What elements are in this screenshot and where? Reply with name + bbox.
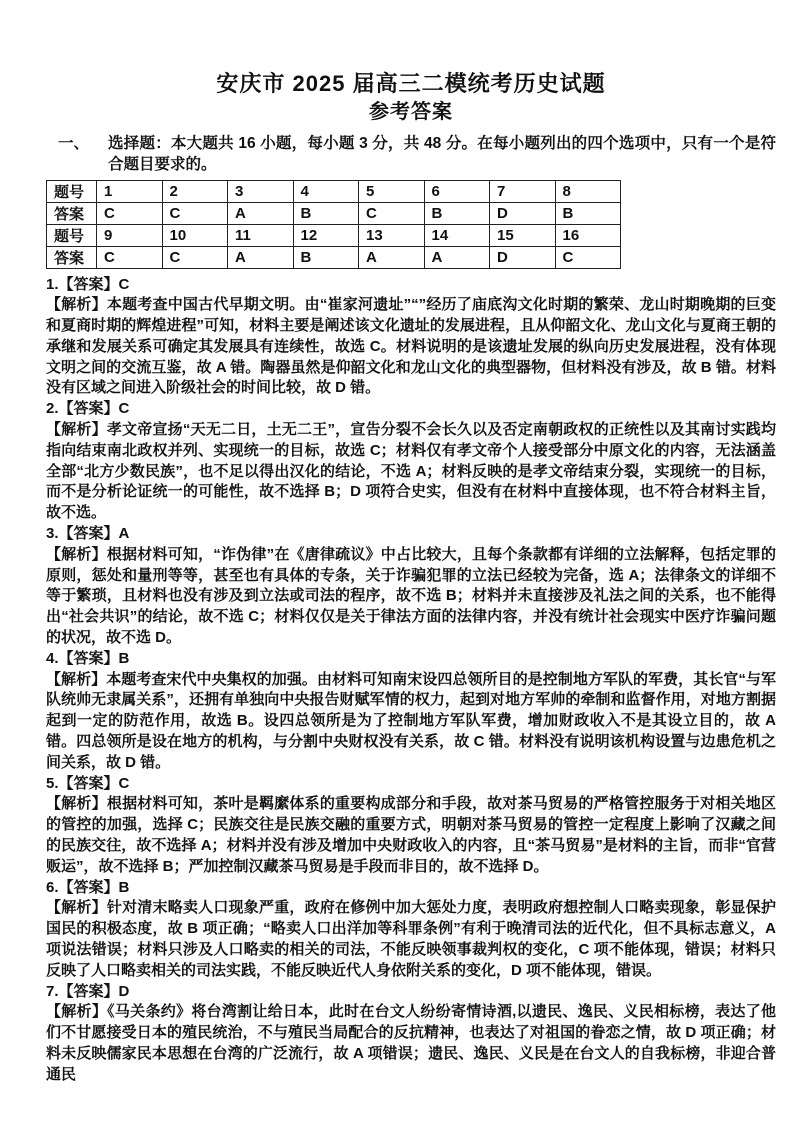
table-row-answers-1-8 [47,202,621,224]
answer-cell: B [293,246,359,268]
answer-line [46,524,776,545]
answer-label: 【答案】 [58,649,119,667]
answer-line [46,649,776,670]
question-7-block [46,982,776,1086]
answer-label: 【答案】 [58,400,119,418]
analysis-text: 本题考查宋代中央集权的加强。由材料可知南宋设四总领所目的是控制地方军队的军费，其长官“与军队统帅无隶属关系”，还拥有单独向中央报告财赋军情的权力，起到对地方军帅的牵制和监督作用，对地方割据起到一定的防范作用，故选 B。设四总领所是为了控制地方军队军费，增加财政收入不是其设立目的，故 A 错。四总领所是设在地方的机构，与分割中央财权没有关系，故 C 错。材料没有说明该机构设置与边患危机之间关系，故 D 错。 [46,670,776,771]
table-row-answers-9-16 [47,246,621,268]
question-number-cell: 11 [228,224,294,246]
analysis-label: 【解析】 [46,670,107,688]
question-1-block [46,275,776,400]
row-label-cell: 答案 [47,246,97,268]
row-label-cell: 题号 [47,224,97,246]
question-number-cell: 5 [359,180,425,202]
question-number: 1. [46,275,59,293]
analysis-label: 【解析】 [46,1003,108,1021]
question-5-block [46,774,776,878]
question-number-cell: 7 [490,180,556,202]
section-instructions: 选择题：本大题共 16 小题，每小题 3 分，共 48 分。在每小题列出的四个选项中，只有一个是符合题目要求的。 [108,134,776,173]
answer-cell: C [162,202,228,224]
question-number: 2. [46,400,59,418]
answer-label: 【答案】 [58,275,119,293]
analysis-label: 【解析】 [46,795,107,813]
answer-cell: C [97,246,163,268]
analysis-text: 根据材料可知，“诈伪律”在《唐律疏议》中占比较大，且每个条款都有详细的立法解释，包括定罪的原则，惩处和量刑等等，甚至也有具体的专条，关于诈骗犯罪的立法已经较为完备，选 A；法律条文的详细不等于繁琐，且材料也没有涉及到立法或司法的程序，故不选 B；材料并未直接涉及礼法之间的关系，也不能得出“社会共识”的结论，故不选 C；材料仅仅是关于律法方面的法律内容，并没有统计社会现实中医疗诈骗问题的状况，故不选 D。 [46,545,776,647]
question-number: 6. [46,878,59,896]
question-number-cell: 10 [162,224,228,246]
answer-line [46,399,776,420]
analysis-label: 【解析】 [46,421,107,439]
answer-line [46,982,776,1003]
answer-value: D [118,982,130,1000]
analysis-paragraph [46,898,776,981]
analysis-paragraph [46,420,776,524]
question-number: 7. [46,982,59,1000]
question-number-cell: 4 [293,180,359,202]
question-number-cell: 3 [228,180,294,202]
question-number: 4. [46,649,59,667]
answer-label: 【答案】 [58,982,119,1000]
table-row-question-numbers-9-16 [47,224,621,246]
page-subtitle: 参考答案 [369,100,453,123]
question-number-cell: 8 [555,180,621,202]
analysis-paragraph [46,670,776,774]
question-number-cell: 13 [359,224,425,246]
question-number-cell: 14 [424,224,490,246]
answer-cell: D [490,246,556,268]
answer-cell: A [228,246,294,268]
answer-value: C [118,774,130,792]
question-2-block [46,399,776,524]
answer-cell: B [555,202,621,224]
answer-cell: C [359,202,425,224]
answer-key-table [46,180,621,269]
answer-cell: A [228,202,294,224]
question-number-cell: 9 [97,224,163,246]
analysis-label: 【解析】 [46,545,107,563]
analysis-label: 【解析】 [46,296,107,314]
answer-value: C [118,400,130,418]
question-number: 5. [46,774,59,792]
answer-value: B [118,649,130,667]
answer-line [46,878,776,899]
analysis-text: 本题考查中国古代早期文明。由“崔家河遗址”“”经历了庙底沟文化时期的繁荣、龙山时期晚期的巨变和夏商时期的辉煌进程”可知，材料主要是阐述该文化遗址的发展进程，且从仰韶文化、龙山文化与夏商王朝的承继和发展关系可确定其发展具有连续性，故选 C。材料说明的是该遗址发展的纵向历史发展进程，没有体现文明之间的交流互鉴，故 A 错。陶器虽然是仰韶文化和龙山文化的典型器物，但材料没有涉及，故 B 错。材料没有区域之间进入阶级社会的时间比较，故 D 错。 [46,296,776,397]
page-title: 安庆市 2025 届高三二模统考历史试题 [216,71,606,96]
question-number-cell: 15 [490,224,556,246]
answer-cell: B [293,202,359,224]
question-number-cell: 6 [424,180,490,202]
answer-cell: C [555,246,621,268]
answer-cell: D [490,202,556,224]
section-heading [58,133,776,176]
answer-label: 【答案】 [58,878,119,896]
question-4-block [46,649,776,774]
answer-line [46,275,776,296]
answer-value: B [118,878,130,896]
analysis-text: 《马关条约》将台湾割让给日本，此时在台文人纷纷寄情诗酒,以遗民、逸民、义民相标榜，表达了他们不甘愿接受日本的殖民统治，不与殖民当局配合的反抗精神，也表达了对祖国的眷恋之情，故 D 项正确；材料未反映儒家民本思想在台湾的广泛流行，故 A 项错误；遗民、逸民、义民是在台文人的自我标榜，非迎合普通民 [46,1003,776,1083]
analysis-label: 【解析】 [46,899,107,917]
question-number-cell: 16 [555,224,621,246]
question-number-cell: 2 [162,180,228,202]
question-number-cell: 1 [97,180,163,202]
answer-line [46,774,776,795]
section-numeral: 一、 [58,134,90,152]
analysis-paragraph [46,1002,776,1085]
answer-cell: C [97,202,163,224]
analysis-text: 针对清末略卖人口现象严重，政府在修例中加大惩处力度，表明政府想控制人口略卖现象，彰显保护国民的积极态度，故 B 项正确；“略卖人口出洋加等科罪条例”有利于晚清司法的近代化，但不具标志意义，A 项说法错误；材料只涉及人口略卖的相关的司法，不能反映领事裁判权的变化，C 项不能体现，错误；材料只反映了人口略卖相关的司法实践，不能反映近代人身依附关系的变化，D 项不能体现，错误。 [46,899,776,979]
answer-cell: B [424,202,490,224]
analysis-paragraph [46,295,776,399]
question-3-block [46,524,776,649]
question-number-cell: 12 [293,224,359,246]
analysis-text: 孝文帝宣扬“天无二日，土无二王”，宣告分裂不会长久以及否定南朝政权的正统性以及其南讨实践均指向结束南北政权并列、实现统一的目标，故选 C；材料仅有孝文帝个人接受部分中原文化的内容，无法涵盖全部“北方少数民族”，也不足以得出汉化的结论，不选 A；材料反映的是孝文帝结束分裂，实现统一的目标，而不是分析论证统一的可能性，故不选择 B；D 项符合史实，但没有在材料中直接体现，也不符合材料主旨，故不选。 [46,421,776,522]
analysis-paragraph [46,545,776,649]
answer-value: A [118,525,130,543]
answer-cell: A [359,246,425,268]
answer-label: 【答案】 [58,774,119,792]
answer-label: 【答案】 [58,525,119,543]
answer-value: C [118,275,130,293]
row-label-cell: 题号 [47,180,97,202]
answer-cell: A [424,246,490,268]
answer-cell: C [162,246,228,268]
question-number: 3. [46,525,59,543]
row-label-cell: 答案 [47,202,97,224]
analysis-paragraph [46,794,776,877]
table-row-question-numbers-1-8 [47,180,621,202]
analysis-text: 根据材料可知，茶叶是羁縻体系的重要构成部分和手段，故对茶马贸易的严格管控服务于对相关地区的管控的加强，选择 C；民族交往是民族交融的重要方式，明朝对茶马贸易的管控一定程度上影响了汉藏之间的民族交往，故不选择 A；材料并没有涉及增加中央财政收入的内容，且“茶马贸易”是材料的主旨，而非“官营贩运”，故不选择 B；严加控制汉藏茶马贸易是手段而非目的，故不选择 D。 [46,795,776,875]
question-6-block [46,878,776,982]
